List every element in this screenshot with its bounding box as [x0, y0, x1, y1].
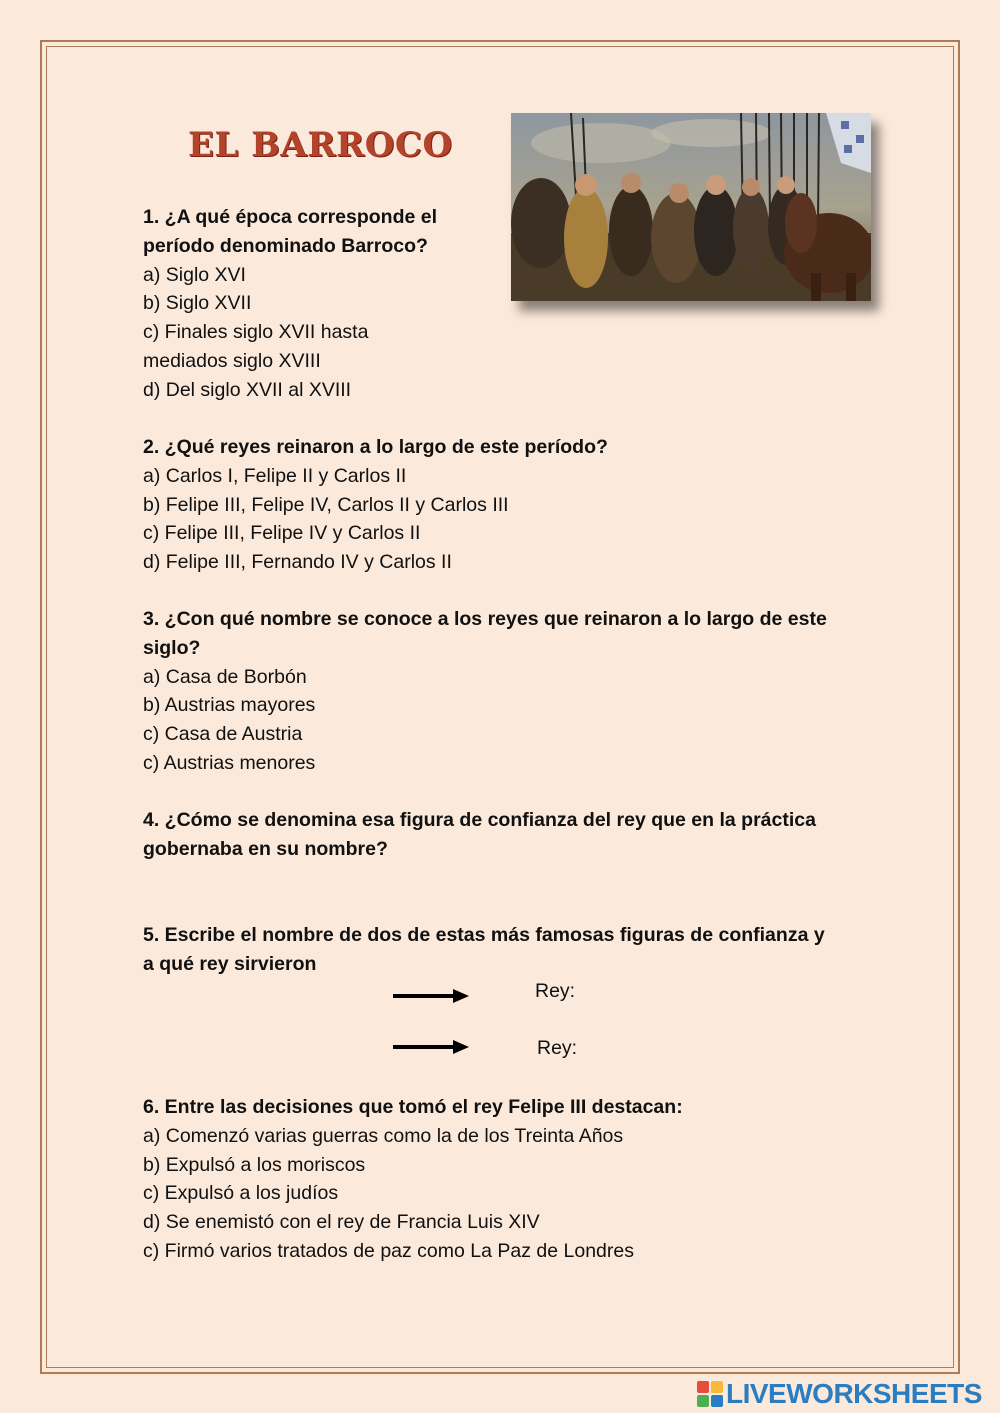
answer-row-2-label: Rey: [537, 1037, 578, 1059]
question-1-option-a[interactable]: a) Siglo XVI [143, 263, 246, 286]
liveworksheets-brand [697, 1378, 982, 1410]
question-1-option-d[interactable]: d) Del siglo XVII al XVIII [143, 378, 352, 401]
question-1-option-c[interactable]: c) Finales siglo XVII hasta [143, 321, 369, 344]
question-6 [143, 1093, 683, 1266]
question-4-text-line-2: gobernaba en su nombre? [143, 837, 388, 860]
question-3-option-a[interactable]: a) Casa de Borbón [143, 665, 307, 688]
question-3 [143, 605, 827, 778]
question-5 [143, 921, 825, 979]
question-1-text-line-2: período denominado Barroco? [143, 234, 428, 257]
question-6-option-e[interactable]: c) Firmó varios tratados de paz como La Paz de Londres [143, 1239, 634, 1262]
question-3-option-b[interactable]: b) Austrias mayores [143, 694, 316, 717]
arrow-right-icon [393, 1040, 469, 1054]
baroque-painting-image [511, 113, 871, 301]
question-4-text-line-1: 4. ¿Cómo se denomina esa figura de confianza del rey que en la práctica [143, 809, 816, 831]
question-2-option-c[interactable]: c) Felipe III, Felipe IV y Carlos II [143, 522, 421, 545]
question-3-text-line-2: siglo? [143, 636, 201, 659]
liveworksheets-logo-icon [697, 1381, 723, 1407]
question-1-option-c-continued: mediados siglo XVIII [143, 349, 321, 372]
question-2-option-b[interactable]: b) Felipe III, Felipe IV, Carlos II y Carlos III [143, 493, 509, 516]
question-3-text-line-1: 3. ¿Con qué nombre se conoce a los reyes que reinaron a lo largo de este [143, 608, 827, 630]
question-2 [143, 433, 608, 577]
question-6-option-a[interactable]: a) Comenzó varias guerras como la de los Treinta Años [143, 1124, 624, 1147]
question-2-text: 2. ¿Qué reyes reinaron a lo largo de este período? [143, 436, 608, 458]
question-6-text: 6. Entre las decisiones que tomó el rey Felipe III destacan: [143, 1096, 683, 1118]
question-4 [143, 806, 816, 864]
arrow-right-icon [393, 989, 469, 1003]
question-2-option-d[interactable]: d) Felipe III, Fernando IV y Carlos II [143, 551, 452, 574]
liveworksheets-wordmark: LIVEWORKSHEETS [726, 1378, 982, 1409]
question-1-text-line-1: 1. ¿A qué época corresponde el [143, 206, 438, 228]
question-2-option-a[interactable]: a) Carlos I, Felipe II y Carlos II [143, 464, 407, 487]
question-3-option-c[interactable]: c) Casa de Austria [143, 723, 303, 746]
question-5-text-line-2: a qué rey sirvieron [143, 952, 317, 975]
question-6-option-c[interactable]: c) Expulsó a los judíos [143, 1182, 339, 1205]
question-1-option-b[interactable]: b) Siglo XVII [143, 292, 252, 315]
answer-row-1-label: Rey: [535, 980, 576, 1002]
question-6-option-b[interactable]: b) Expulsó a los moriscos [143, 1153, 366, 1176]
worksheet-title: EL BARROCO [188, 125, 453, 165]
question-1 [143, 203, 437, 405]
question-6-option-d[interactable]: d) Se enemistó con el rey de Francia Luis XIV [143, 1211, 540, 1234]
question-3-option-d[interactable]: c) Austrias menores [143, 751, 316, 774]
question-5-text-line-1: 5. Escribe el nombre de dos de estas más famosas figuras de confianza y [143, 924, 825, 946]
